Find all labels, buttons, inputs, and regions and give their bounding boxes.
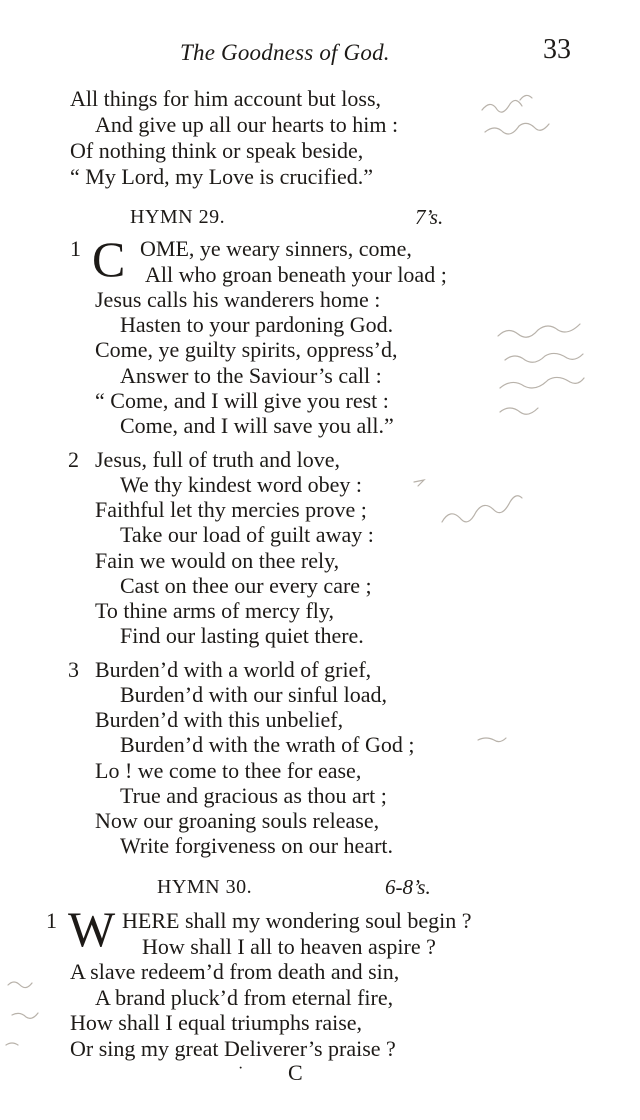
verse-line: Come, ye guilty spirits, oppress’d, (95, 337, 398, 362)
hymn-30-title: HYMN 30. (157, 876, 253, 898)
verse-number: 1 (70, 236, 81, 261)
hymn-29-title: HYMN 29. (130, 206, 226, 228)
hymn-30-meter: 6-8’s. (385, 875, 431, 899)
verse-line: HERE shall my wondering soul begin ? (122, 908, 472, 933)
running-title: The Goodness of God. (180, 40, 390, 65)
verse-line: Fain we would on thee rely, (95, 548, 340, 573)
verse-line: Of nothing think or speak beside, (70, 138, 364, 163)
verse-line: And give up all our hearts to him : (95, 112, 399, 137)
verse-line: All who groan beneath your load ; (145, 262, 447, 287)
verse-line: All things for him account but loss, (70, 86, 382, 111)
verse-line: Come, and I will save you all.” (120, 413, 394, 438)
hymn-29-meter: 7’s. (415, 205, 444, 229)
verse-line: Answer to the Saviour’s call : (120, 363, 382, 388)
verse-line: True and gracious as thou art ; (120, 783, 387, 808)
page-number: 33 (543, 34, 571, 65)
verse-number: 2 (68, 447, 79, 472)
verse-line: Hasten to your pardoning God. (120, 312, 394, 337)
verse-line: “ Come, and I will give you rest : (95, 388, 389, 413)
verse-line: Burden’d with this unbelief, (95, 707, 344, 732)
verse-line: Or sing my great Deliverer’s praise ? (70, 1036, 396, 1061)
verse-line: “ My Lord, my Love is crucified.” (70, 164, 374, 189)
verse-line: OME, ye weary sinners, come, (140, 236, 412, 261)
verse-number: 3 (68, 657, 79, 682)
drop-cap: C (92, 231, 126, 287)
verse-line: Jesus calls his wanderers home : (95, 287, 381, 312)
verse-line: We thy kindest word obey : (120, 472, 363, 497)
verse-line: Write forgiveness on our heart. (120, 833, 394, 858)
verse-line: How shall I all to heaven aspire ? (142, 934, 436, 959)
verse-line: Take our load of guilt away : (120, 522, 374, 547)
verse-line: Jesus, full of truth and love, (95, 447, 341, 472)
verse-line: A slave redeem’d from death and sin, (70, 959, 400, 984)
verse-line: Burden’d with a world of grief, (95, 657, 372, 682)
drop-cap: W (68, 901, 116, 957)
verse-line: Burden’d with the wrath of God ; (120, 732, 415, 757)
verse-line: Cast on thee our every care ; (120, 573, 372, 598)
verse-line: Find our lasting quiet there. (120, 623, 364, 648)
signature-mark: C (288, 1060, 303, 1085)
verse-number: 1 (46, 908, 57, 933)
verse-line: Now our groaning souls release, (95, 808, 380, 833)
verse-line: A brand pluck’d from eternal fire, (95, 985, 394, 1010)
verse-line: How shall I equal triumphs raise, (70, 1010, 363, 1035)
verse-line: Lo ! we come to thee for ease, (95, 758, 362, 783)
verse-line: Faithful let thy mercies prove ; (95, 497, 367, 522)
footer-dot: · (238, 1060, 244, 1077)
verse-line: To thine arms of mercy fly, (95, 598, 334, 623)
verse-line: Burden’d with our sinful load, (120, 682, 388, 707)
